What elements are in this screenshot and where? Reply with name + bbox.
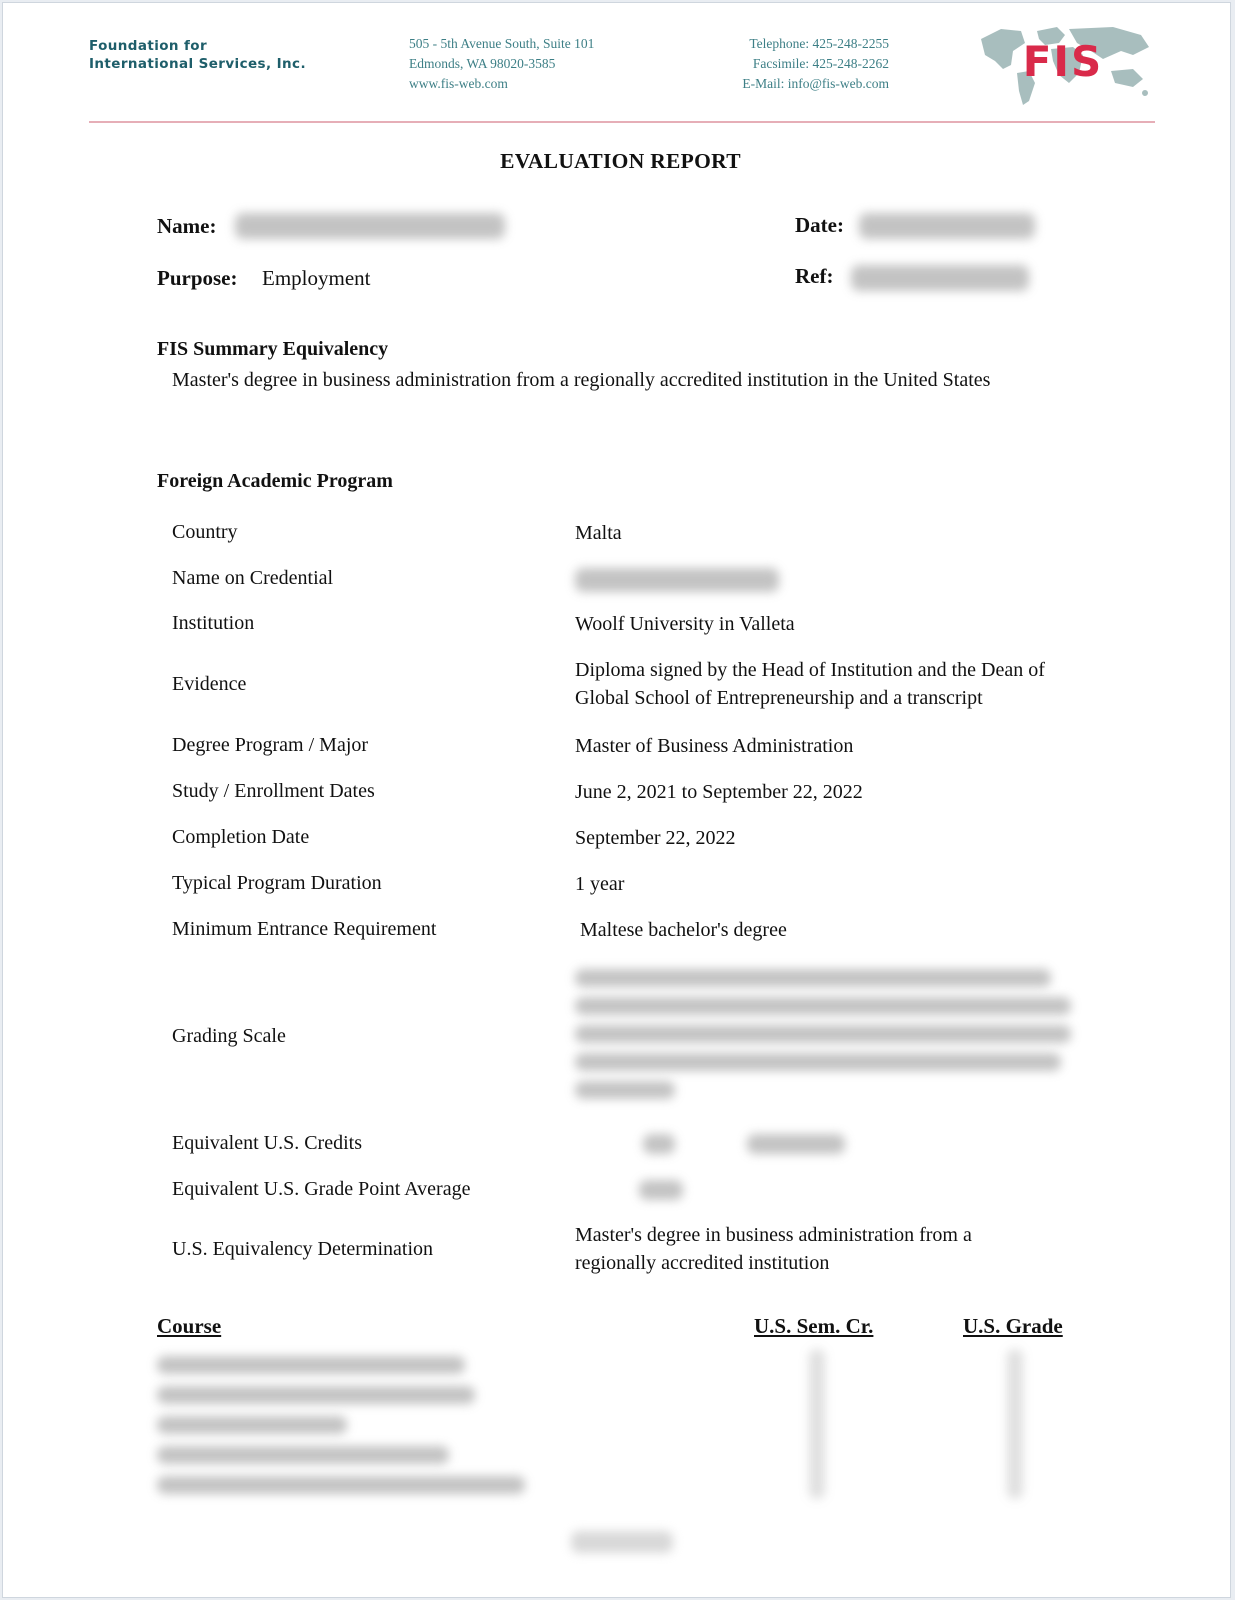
- contact-block: [679, 34, 889, 94]
- course-row-redacted: [157, 1386, 475, 1404]
- credits-value-redacted: [643, 1134, 675, 1154]
- grading-scale-redacted: [575, 997, 1071, 1015]
- credits-note-redacted: [747, 1134, 845, 1154]
- program-row-value: Woolf University in Valleta: [575, 613, 795, 635]
- telephone: Telephone: 425-248-2255: [749, 36, 889, 51]
- date-value-redacted: [859, 213, 1035, 239]
- grade-column-redacted: [1007, 1349, 1023, 1499]
- program-row-label: Equivalent U.S. Credits: [172, 1132, 362, 1154]
- organization-name: [89, 37, 306, 73]
- date-label: Date:: [795, 213, 844, 237]
- name-label: Name:: [157, 214, 217, 238]
- credential-name-redacted: [575, 568, 779, 592]
- name-value-redacted: [235, 213, 505, 239]
- purpose-label: Purpose:: [157, 266, 238, 290]
- grade-column-header: U.S. Grade: [963, 1314, 1063, 1338]
- program-heading: Foreign Academic Program: [157, 470, 393, 492]
- program-row-label: Minimum Entrance Requirement: [172, 918, 437, 940]
- email: E-Mail: info@fis-web.com: [742, 76, 889, 91]
- grading-scale-redacted: [575, 1025, 1071, 1043]
- logo-text: FIS: [1022, 37, 1104, 86]
- program-row-label: Completion Date: [172, 826, 310, 848]
- grading-scale-redacted: [575, 1081, 675, 1099]
- program-row-label: Typical Program Duration: [172, 872, 382, 894]
- document-page: [2, 2, 1231, 1598]
- summary-text: Master's degree in business administration from a regionally accredited institution in the United States: [172, 369, 991, 391]
- program-row-label: Study / Enrollment Dates: [172, 780, 375, 802]
- program-row-value: 1 year: [575, 873, 625, 895]
- summary-heading: FIS Summary Equivalency: [157, 338, 389, 360]
- course-row-redacted: [157, 1416, 347, 1434]
- program-row-label: Name on Credential: [172, 567, 334, 589]
- credits-column-redacted: [809, 1349, 825, 1499]
- grading-scale-redacted: [575, 969, 1051, 987]
- program-row-label: Grading Scale: [172, 1025, 286, 1047]
- ref-label: Ref:: [795, 264, 834, 288]
- facsimile: Facsimile: 425-248-2262: [752, 56, 889, 71]
- ref-value-redacted: [851, 265, 1029, 291]
- program-row-label: U.S. Equivalency Determination: [172, 1238, 434, 1260]
- course-row-redacted: [157, 1446, 449, 1464]
- address-line-2: Edmonds, WA 98020-3585: [409, 56, 556, 71]
- report-title: EVALUATION REPORT: [500, 149, 741, 173]
- program-row-label: Evidence: [172, 673, 247, 695]
- purpose-value: Employment: [262, 266, 371, 290]
- address-block: [409, 34, 594, 94]
- program-row-value: Malta: [575, 522, 622, 544]
- address-line-1: 505 - 5th Avenue South, Suite 101: [409, 36, 595, 51]
- program-row-value: Master's degree in business administration from a regionally accredited institution: [575, 1224, 972, 1274]
- credits-column-header: U.S. Sem. Cr.: [754, 1314, 874, 1338]
- program-row-value: Diploma signed by the Head of Institution and the Dean of Global School of Entrepreneurship and a transcript: [575, 659, 1045, 709]
- fis-logo: [973, 21, 1153, 109]
- course-column-header: Course: [157, 1314, 222, 1338]
- program-row-label: Degree Program / Major: [172, 734, 369, 756]
- header-divider: [89, 121, 1155, 123]
- program-row-label: Institution: [172, 612, 255, 634]
- page-number-redacted: [571, 1531, 673, 1553]
- course-row-redacted: [157, 1476, 525, 1494]
- website: www.fis-web.com: [409, 76, 508, 91]
- org-line-2: International Services, Inc.: [89, 56, 306, 72]
- program-row-value: Master of Business Administration: [575, 735, 854, 757]
- grading-scale-redacted: [575, 1053, 1061, 1071]
- course-row-redacted: [157, 1356, 465, 1374]
- program-row-value: Maltese bachelor's degree: [580, 919, 787, 941]
- program-row-label: Equivalent U.S. Grade Point Average: [172, 1178, 471, 1200]
- org-line-1: Foundation for: [89, 38, 208, 54]
- program-row-label: Country: [172, 521, 238, 543]
- program-row-value: September 22, 2022: [575, 827, 736, 849]
- program-row-value: June 2, 2021 to September 22, 2022: [575, 781, 863, 803]
- gpa-value-redacted: [639, 1180, 683, 1200]
